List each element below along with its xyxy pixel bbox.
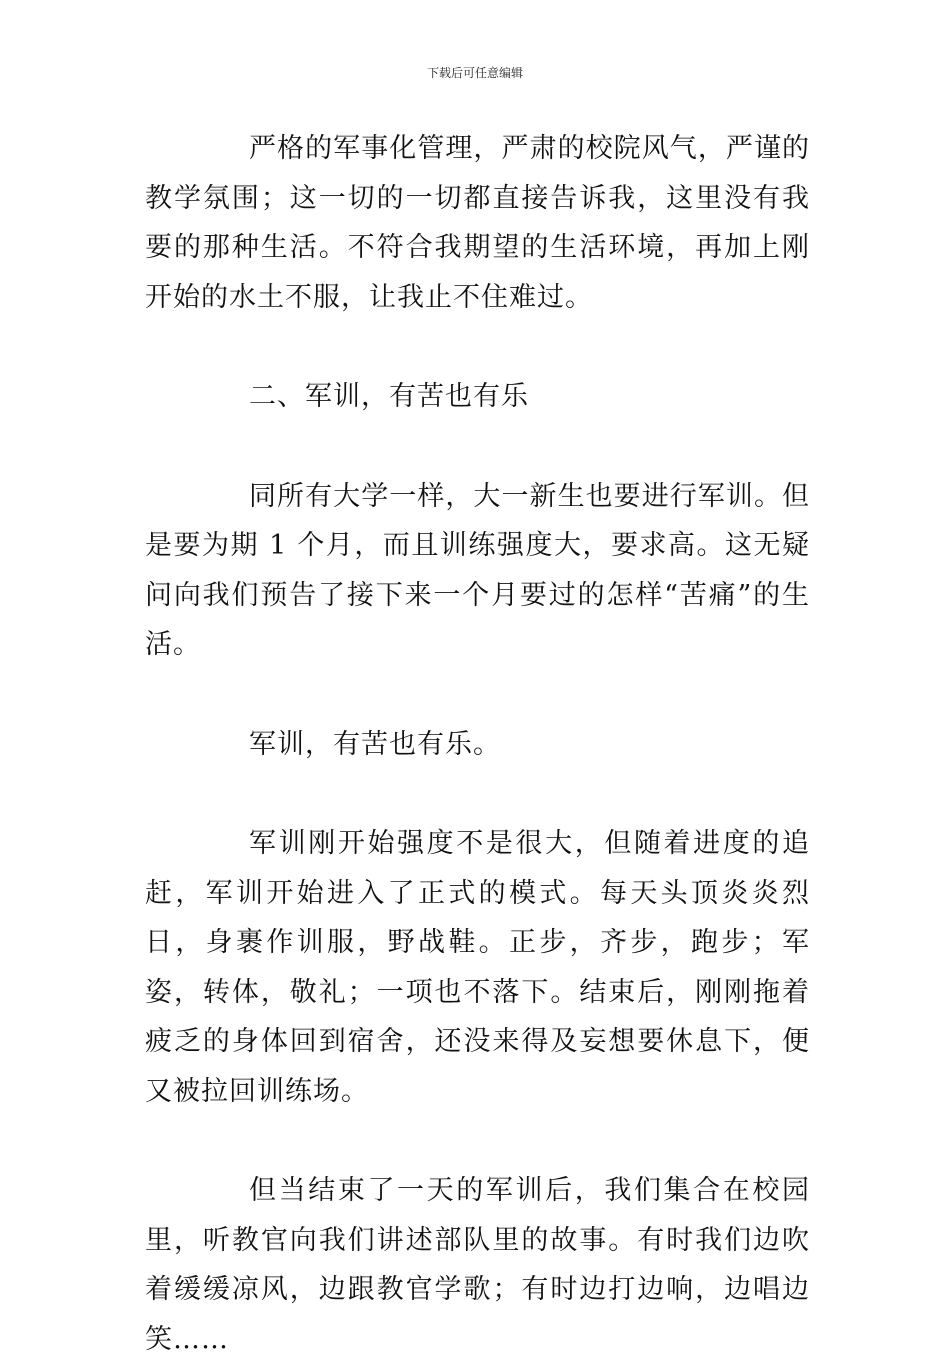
paragraph-1: 严格的军事化管理，严肃的校院风气，严谨的教学氛围；这一切的一切都直接告诉我，这里没有我要的那种生活。不符合我期望的生活环境，再加上刚开始的水土不服，让我止不住难过。 [145, 133, 810, 313]
paragraph-gap [145, 422, 810, 472]
paragraph-gap [145, 1116, 810, 1166]
paragraph-gap [145, 670, 810, 720]
paragraph-gap [145, 769, 810, 819]
document-body [145, 124, 810, 1364]
section-heading: 二、军训，有苦也有乐 [249, 381, 529, 412]
paragraph-2: 同所有大学一样，大一新生也要进行军训。但是要为期 1 个月，而且训练强度大，要求高。这无疑问向我们预告了接下来一个月要过的怎样“苦痛”的生活。 [145, 480, 810, 660]
paragraph-4: 军训刚开始强度不是很大，但随着进度的追赶，军训开始进入了正式的模式。每天头顶炎炎烈日，身裹作训服，野战鞋。正步，齐步，跑步；军姿，转体，敬礼；一项也不落下。结束后，刚刚拖着疲乏的身体回到宿舍，还没来得及妄想要休息下，便又被拉回训练场。 [145, 828, 810, 1107]
paragraph-gap [145, 322, 810, 372]
paragraph-3: 军训，有苦也有乐。 [249, 728, 501, 760]
page-header: 下载后可任意编辑 [426, 66, 523, 80]
paragraph-5: 但当结束了一天的军训后，我们集合在校园里，听教官向我们讲述部队里的故事。有时我们边吹着缓缓凉风，边跟教官学歌；有时边打边响，边唱边笑…… [145, 1175, 810, 1355]
